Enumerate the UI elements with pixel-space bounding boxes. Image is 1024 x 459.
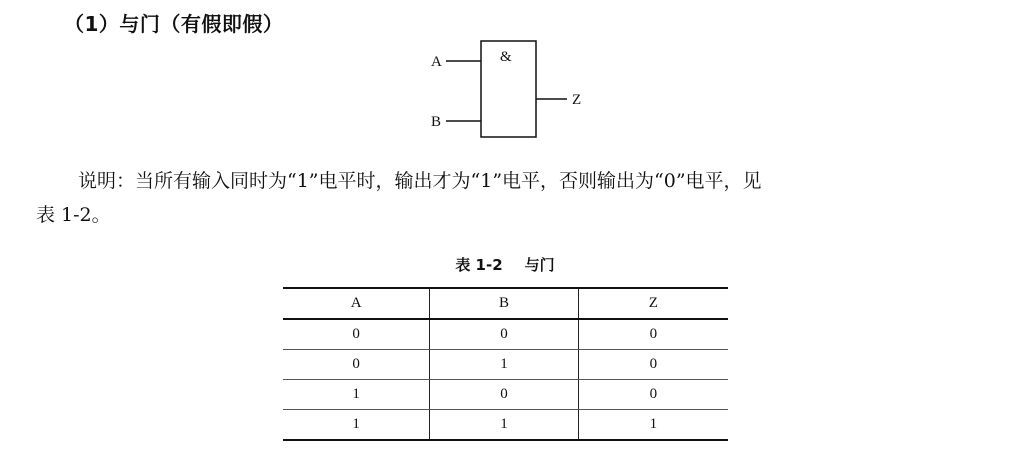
table-cell: 1 [283,380,430,410]
column-header-a: A [283,288,430,319]
table-cell: 1 [430,350,578,380]
table-caption [0,254,1010,275]
table-cell: 0 [578,350,728,380]
truth-table [283,287,728,441]
table-cell: 0 [578,380,728,410]
table-header-row [283,288,728,319]
section-heading: （1）与门（有假即假） [64,12,284,36]
table-cell: 0 [283,319,430,350]
gate-symbol: & [500,49,512,65]
table-cell: 0 [283,350,430,380]
table-cell: 0 [430,380,578,410]
table-cell: 1 [430,410,578,441]
table-caption-number: 表 1-2 [455,256,503,274]
explanation-paragraph [36,164,988,232]
input-b-label: B [431,114,442,130]
explanation-line-2: 表 1-2。 [36,204,111,226]
and-gate-diagram [0,0,1024,160]
column-header-b: B [430,288,578,319]
table-cell: 0 [578,319,728,350]
table-row [283,410,728,441]
table-row [283,350,728,380]
input-a-label: A [431,54,442,70]
explanation-line-1: 说明：当所有输入同时为“1”电平时，输出才为“1”电平，否则输出为“0”电平，见 [78,170,762,192]
table-caption-title: 与门 [524,256,555,274]
output-z-label: Z [572,92,582,108]
table-cell: 1 [283,410,430,441]
table-row [283,319,728,350]
table-cell: 0 [430,319,578,350]
table-cell: 1 [578,410,728,441]
column-header-z: Z [578,288,728,319]
table-row [283,380,728,410]
